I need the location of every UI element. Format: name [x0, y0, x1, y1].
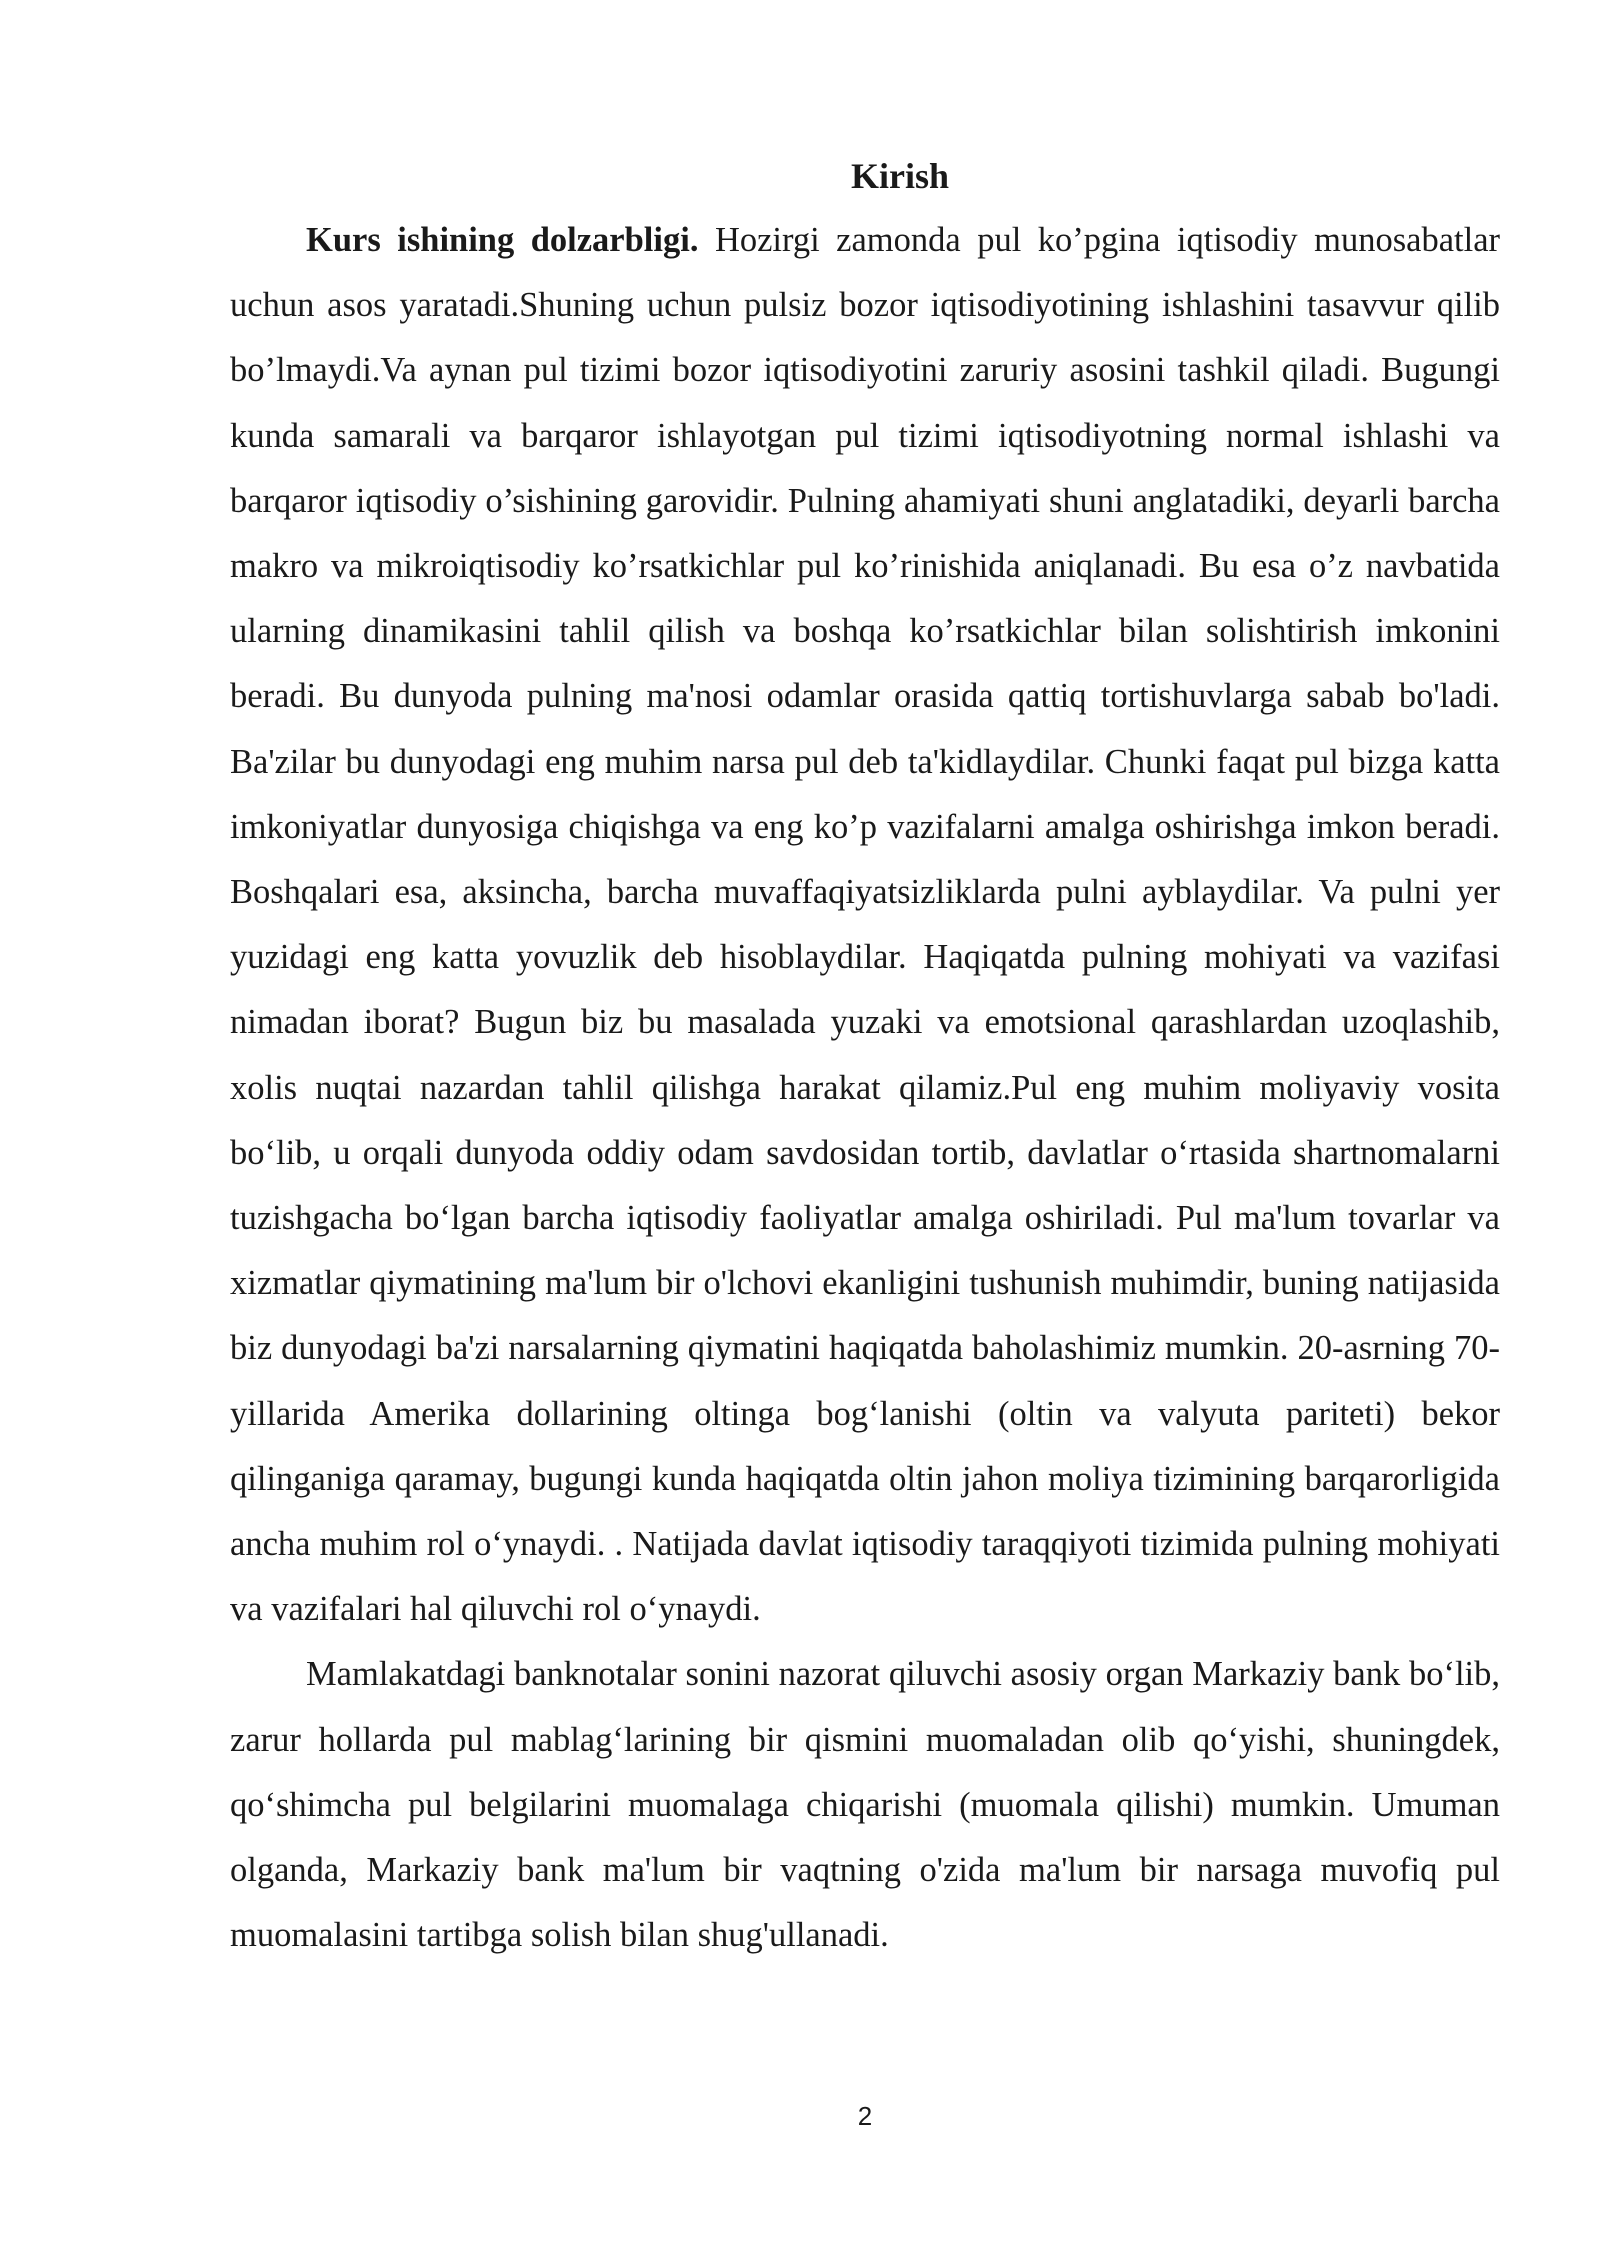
paragraph-text: Hozirgi zamonda pul ko’pgina iqtisodiy munosabatlar uchun asos yaratadi.Shuning uchun pulsiz bozor iqtisodiyotining ishlashini tasavvur qilib bo’lmaydi.Va aynan pul tizimi bozor iqtisodiyotini zaruriy asosini tashkil qiladi. Bugungi kunda samarali va barqaror ishlayotgan pul tizimi iqtisodiyotning normal ishlashi va barqaror iqtisodiy o’sishining garovidir. Pulning ahamiyati shuni anglatadiki, deyarli barcha makro va mikroiqtisodiy ko’rsatkichlar pul ko’rinishida aniqlanadi. Bu esa o’z navbatida ularning dinamikasini tahlil qilish va boshqa ko’rsatkichlar bilan solishtirish imkonini beradi. Bu dunyoda pulning ma'nosi odamlar orasida qattiq tortishuvlarga sabab bo'ladi. Ba'zilar bu dunyodagi eng muhim narsa pul deb ta'kidlaydilar. Chunki faqat pul bizga katta imkoniyatlar dunyosiga chiqishga va eng ko’p vazifalarni amalga oshirishga imkon beradi. Boshqalari esa, aksincha, barcha muvaffaqiyatsizliklarda pulni ayblaydilar. Va pulni yer yuzidagi eng katta yovuzlik deb hisoblaydilar. Haqiqatda pulning mohiyati va vazifasi nimadan iborat? Bugun biz bu masalada yuzaki va emotsional qarashlardan uzoqlashib, xolis nuqtai nazardan tahlil qilishga harakat qilamiz.Pul eng muhim moliyaviy vosita bo‘lib, u orqali dunyoda oddiy odam savdosidan tortib, davlatlar o‘rtasida shartnomalarni tuzishgacha bo‘lgan barcha iqtisodiy faoliyatlar amalga oshiriladi. Pul ma'lum tovarlar va xizmatlar qiymatining ma'lum bir o'lchovi ekanligini tushunish muhimdir, buning natijasida biz dunyodagi ba'zi narsalarning qiymatini haqiqatda baholashimiz mumkin. 20-asrning 70-yillarida Amerika dollarining oltinga bog‘lanishi (oltin va valyuta pariteti) bekor qilinganiga qaramay, bugungi kunda haqiqatda oltin jahon moliya tizimining barqarorligida ancha muhim rol o‘ynaydi. . Natijada davlat iqtisodiy taraqqiyoti tizimida pulning mohiyati va vazifalari hal qiluvchi rol o‘ynaydi. [230, 221, 1500, 1629]
page-number: 2 [857, 2101, 873, 2131]
paragraph-relevance [230, 208, 1500, 1642]
document-body [230, 208, 1500, 1968]
paragraph-text: Mamlakatdagi banknotalar sonini nazorat qiluvchi asosiy organ Markaziy bank bo‘lib, zarur hollarda pul mablag‘larining bir qismini muomaladan olib qo‘yishi, shuningdek, qo‘shimcha pul belgilarini muomalaga chiqarishi (muomala qilishi) mumkin. Umuman olganda, Markaziy bank ma'lum bir vaqtning o'zida ma'lum bir narsaga muvofiq pul muomalasini tartibga solish bilan shug'ullanadi. [230, 1655, 1500, 1955]
paragraph-lead: Kurs ishining dolzarbligi. [306, 221, 699, 259]
paragraph-central-bank [230, 1642, 1500, 1968]
page-title: Kirish [850, 156, 949, 196]
